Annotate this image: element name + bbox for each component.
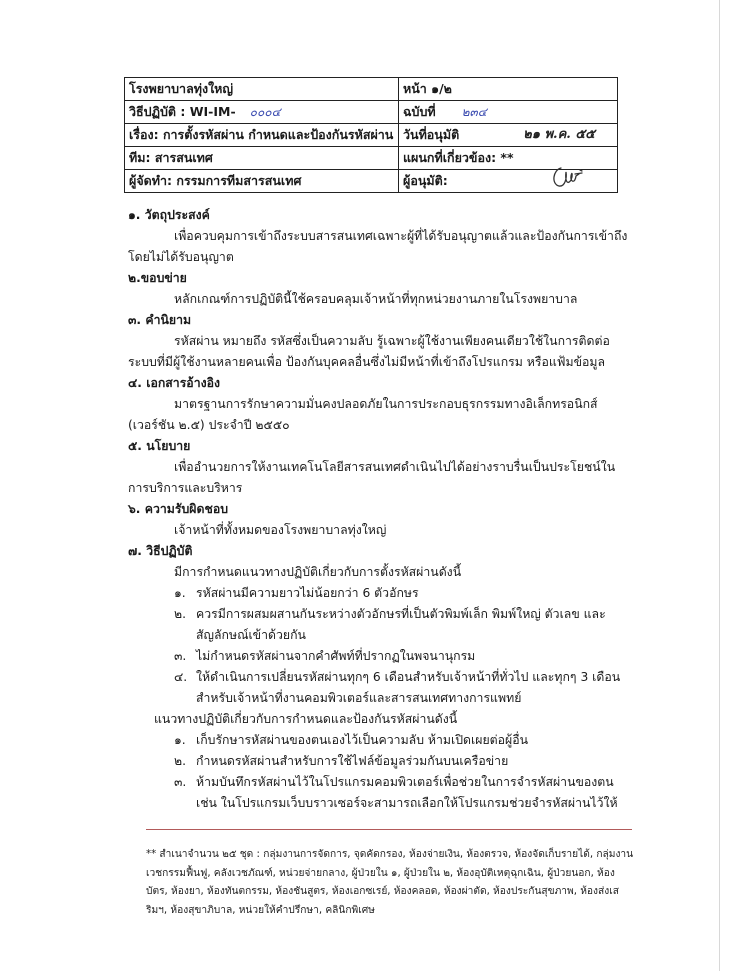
footnote-divider: [146, 829, 632, 830]
list-text: ไม่กำหนดรหัสผ่านจากคำศัพท์ที่ปรากฏในพจนานุกรม: [196, 649, 476, 663]
list-item: [128, 667, 628, 709]
list-item: [128, 604, 628, 646]
approver-label: ผู้อนุมัติ:: [403, 173, 448, 188]
footnote: ** สำเนาจำนวน ๒๕ ชุด : กลุ่มงานการจัดการ, จุดคัดกรอง, ห้องจ่ายเงิน, ห้องตรวจ, ห้องจัดเก็บรายได้, กลุ่มงานเวชกรรมฟื้นฟู, คลังเวชภัณฑ์, หน่วยจ่ายกลาง, ผู้ป่วยใน ๑, ผู้ป่วยใน ๒, ห้องอุบัติเหตุฉุกเฉิน, ผู้ป่วยนอก, ห้องบัตร, ห้องยา, ห้องทันตกรรม, ห้องชันสูตร, ห้องเอกซเรย์, ห้องคลอด, ห้องผ่าตัด, ห้องประกันสุขภาพ, ห้องส่งเสริมฯ, ห้องสุขาภิบาล, หน่วยให้คำปรึกษา, คลินิกพิเศษ: [146, 849, 634, 916]
hospital-name: โรงพยาบาลทุ่งใหญ่: [125, 78, 399, 100]
related-department: แผนกที่เกี่ยวข้อง: **: [403, 150, 514, 165]
approved-date-handwritten: ๒๑ พ.ค. ๕๕: [523, 127, 595, 142]
team: ทีม: สารสนเทศ: [125, 147, 399, 169]
procedure-intro: แนวทางปฏิบัติเกี่ยวกับการกำหนดและป้องกันรหัสผ่านดังนี้: [154, 712, 458, 726]
list-text: ควรมีการผสมผสานกันระหว่างตัวอักษรที่เป็นตัวพิมพ์เล็ก พิมพ์ใหญ่ ตัวเลข และสัญลักษณ์เข้าด้วยกัน: [196, 607, 606, 642]
section-text: เจ้าหน้าที่ทั้งหมดของโรงพยาบาลทุ่งใหญ่: [174, 523, 387, 537]
section-heading: ๒.ขอบข่าย: [128, 271, 187, 285]
list-number: ๑.: [174, 586, 186, 600]
section-text: มาตรฐานการรักษาความมั่นคงปลอดภัยในการประกอบธุรกรรมทางอิเล็กทรอนิกส์ (เวอร์ชัน ๒.๕) ประจำปี ๒๕๕๐: [128, 397, 598, 432]
section-heading: ๔. เอกสารอ้างอิง: [128, 376, 220, 390]
header-row: [125, 147, 617, 170]
document-body: [128, 205, 628, 814]
list-text: ให้ดำเนินการเปลี่ยนรหัสผ่านทุกๆ 6 เดือนสำหรับเจ้าหน้าที่ทั่วไป และทุกๆ 3 เดือนสำหรับเจ้าหน้าที่งานคอมพิวเตอร์และสารสนเทศทางการแพทย์: [196, 670, 621, 705]
page-number: หน้า ๑/๒: [403, 81, 452, 96]
procedure-cell: [125, 101, 399, 123]
section-heading: ๗. วิธีปฏิบัติ: [128, 544, 193, 558]
section-text: เพื่ออำนวยการให้งานเทคโนโลยีสารสนเทศดำเนินไปได้อย่างราบรื่นเป็นประโยชน์ในการบริการและบริหาร: [128, 460, 616, 495]
procedure-label: วิธีปฏิบัติ : WI-IM-: [129, 104, 236, 119]
author: ผู้จัดทำ: กรรมการทีมสารสนเทศ: [125, 170, 399, 192]
list-text: รหัสผ่านมีความยาวไม่น้อยกว่า 6 ตัวอักษร: [196, 586, 419, 600]
header-row: [125, 78, 617, 101]
list-item: [128, 751, 628, 772]
approver-cell: [399, 170, 617, 192]
header-row: [125, 170, 617, 192]
signature-image: [549, 162, 589, 192]
section-text: หลักเกณฑ์การปฏิบัตินี้ใช้ครอบคลุมเจ้าหน้าที่ทุกหน่วยงานภายในโรงพยาบาล: [174, 292, 578, 306]
section-heading: ๕. นโยบาย: [128, 439, 191, 453]
list-item: [128, 730, 628, 751]
password-rules-list: [128, 583, 628, 709]
approved-date-cell: [399, 124, 617, 146]
version-handwritten: ๒๓๔: [461, 105, 487, 119]
password-protection-list: [128, 730, 628, 814]
header-table: [124, 77, 618, 193]
list-number: ๑.: [174, 733, 186, 747]
list-number: ๒.: [174, 607, 187, 621]
header-row: [125, 124, 617, 147]
list-number: ๔.: [174, 670, 188, 684]
list-number: ๒.: [174, 754, 187, 768]
section-text: เพื่อควบคุมการเข้าถึงระบบสารสนเทศเฉพาะผู้ที่ได้รับอนุญาตแล้วและป้องกันการเข้าถึงโดยไม่ได้รับอนุญาต: [128, 229, 628, 264]
list-item: [128, 646, 628, 667]
list-number: ๓.: [174, 649, 187, 663]
version-cell: [399, 101, 617, 123]
header-row: [125, 101, 617, 124]
approved-date-label: วันที่อนุมัติ: [403, 127, 460, 142]
section-text: รหัสผ่าน หมายถึง รหัสซึ่งเป็นความลับ รู้เฉพาะผู้ใช้งานเพียงคนเดียวใช้ในการติดต่อระบบที่มีผู้ใช้งานหลายคนเพื่อ ป้องกันบุคคลอื่นซึ่งไม่มีหน้าที่เข้าถึงโปรแกรม หรือแฟ้มข้อมูล: [128, 334, 610, 369]
procedure-code-handwritten: ๐๐๐๔: [249, 105, 281, 119]
subject: เรื่อง: การตั้งรหัสผ่าน กำหนดและป้องกันรหัสผ่าน: [125, 124, 399, 146]
list-number: ๓.: [174, 775, 187, 789]
procedure-intro: มีการกำหนดแนวทางปฏิบัติเกี่ยวกับการตั้งรหัสผ่านดังนี้: [174, 565, 462, 579]
list-text: ห้ามบันทึกรหัสผ่านไว้ในโปรแกรมคอมพิวเตอร์เพื่อช่วยในการจำรหัสผ่านของตน เช่น ในโปรแกรมเว็บบราวเซอร์จะสามารถเลือกให้โปรแกรมช่วยจำรหัสผ่านไว้ให้: [196, 775, 618, 810]
list-item: [128, 772, 628, 814]
version-label: ฉบับที่: [403, 104, 436, 119]
section-heading: ๑. วัตถุประสงค์: [128, 208, 210, 222]
list-text: เก็บรักษารหัสผ่านของตนเองไว้เป็นความลับ ห้ามเปิดเผยต่อผู้อื่น: [196, 733, 529, 747]
section-heading: ๖. ความรับผิดชอบ: [128, 502, 229, 516]
section-heading: ๓. คำนิยาม: [128, 313, 192, 327]
list-item: [128, 583, 628, 604]
list-text: กำหนดรหัสผ่านสำหรับการใช้ไฟล์ข้อมูลร่วมกันบนเครือข่าย: [196, 754, 509, 768]
